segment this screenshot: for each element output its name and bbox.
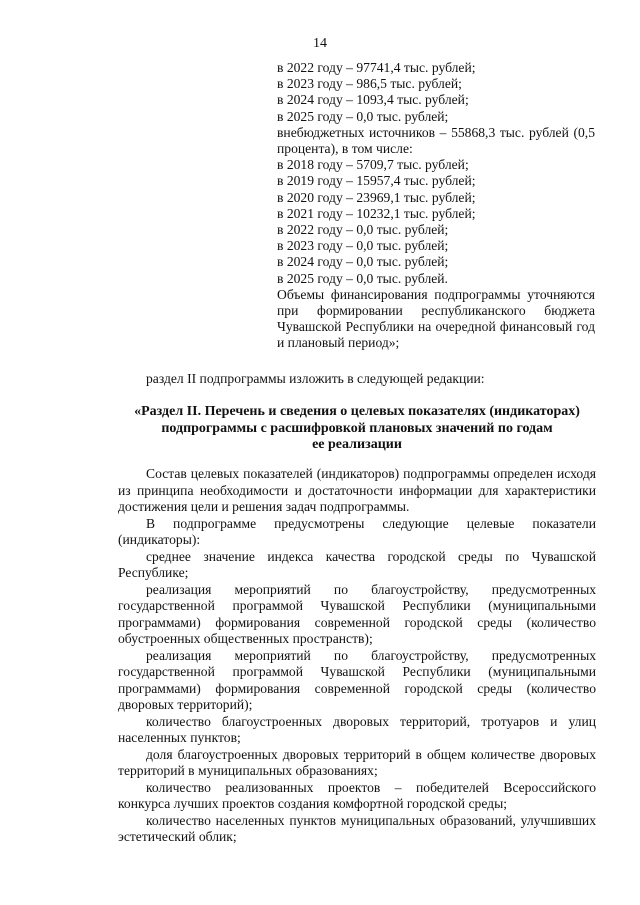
page-number: 14 <box>313 36 327 51</box>
paragraph: реализация мероприятий по благоустройству, предусмотренных государственной программой Чувашской Республики (муниципальными программами) формирования современной городской среды (количество дворовых территорий); <box>118 647 596 712</box>
funding-line-2025: в 2025 году – 0,0 тыс. рублей; <box>277 108 449 124</box>
funding-note: Объемы финансирования подпрограммы уточняются при формировании республиканского бюджета Чувашской Республики на очередной финансовый год и плановый период»; <box>277 286 595 351</box>
paragraph: количество реализованных проектов – победителей Всероссийского конкурса лучших проектов создания комфортной городской среды; <box>118 779 596 811</box>
section-heading-line-2: подпрограммы с расшифровкой плановых значений по годам <box>161 420 553 436</box>
extrabudget-line-2024: в 2024 году – 0,0 тыс. рублей; <box>277 254 449 270</box>
extrabudget-line-2018: в 2018 году – 5709,7 тыс. рублей; <box>277 157 469 173</box>
paragraph: количество населенных пунктов муниципальных образований, улучшивших эстетический облик; <box>118 812 596 844</box>
extrabudget-line-2020: в 2020 году – 23969,1 тыс. рублей; <box>277 189 476 205</box>
extrabudget-line-2023: в 2023 году – 0,0 тыс. рублей; <box>277 238 449 254</box>
funding-line-2024: в 2024 году – 1093,4 тыс. рублей; <box>277 92 469 108</box>
paragraph: реализация мероприятий по благоустройству, предусмотренных государственной программой Чувашской Республики (муниципальными программами) формирования современной городской среды (количество обустроенных общественных пространств); <box>118 581 596 646</box>
funding-line-2023: в 2023 году – 986,5 тыс. рублей; <box>277 76 462 92</box>
section-heading-line-3: ее реализации <box>312 437 402 452</box>
extrabudget-text: внебюджетных источников – 55868,3 тыс. рублей (0,5 процента), в том числе: <box>277 124 595 157</box>
funding-column <box>277 60 595 352</box>
paragraph: среднее значение индекса качества городской среды по Чувашской Республике; <box>118 548 596 580</box>
intro-line: раздел II подпрограммы изложить в следующей редакции: <box>146 371 485 386</box>
extrabudget-line-2019: в 2019 году – 15957,4 тыс. рублей; <box>277 173 476 189</box>
funding-line-2022: в 2022 году – 97741,4 тыс. рублей; <box>277 60 476 75</box>
paragraph: количество благоустроенных дворовых территорий, тротуаров и улиц населенных пунктов; <box>118 713 596 745</box>
paragraph: Состав целевых показателей (индикаторов) подпрограммы определен исходя из принципа необходимости и достаточности информации для характеристики достижения цели и решения задач подпрограммы. <box>118 466 596 514</box>
extrabudget-line-2021: в 2021 году – 10232,1 тыс. рублей; <box>277 205 476 221</box>
extrabudget-line-2025: в 2025 году – 0,0 тыс. рублей. <box>277 270 448 286</box>
extrabudget-line-2022: в 2022 году – 0,0 тыс. рублей; <box>277 222 449 238</box>
section-heading-line-1: «Раздел II. Перечень и сведения о целевых показателях (индикаторах) <box>134 404 580 419</box>
paragraph: доля благоустроенных дворовых территорий в общем количестве дворовых территорий в муниципальных образованиях; <box>118 746 596 778</box>
section-heading <box>118 404 596 454</box>
paragraph: В подпрограмме предусмотрены следующие целевые показатели (индикаторы): <box>118 515 596 547</box>
section-body <box>118 466 596 846</box>
